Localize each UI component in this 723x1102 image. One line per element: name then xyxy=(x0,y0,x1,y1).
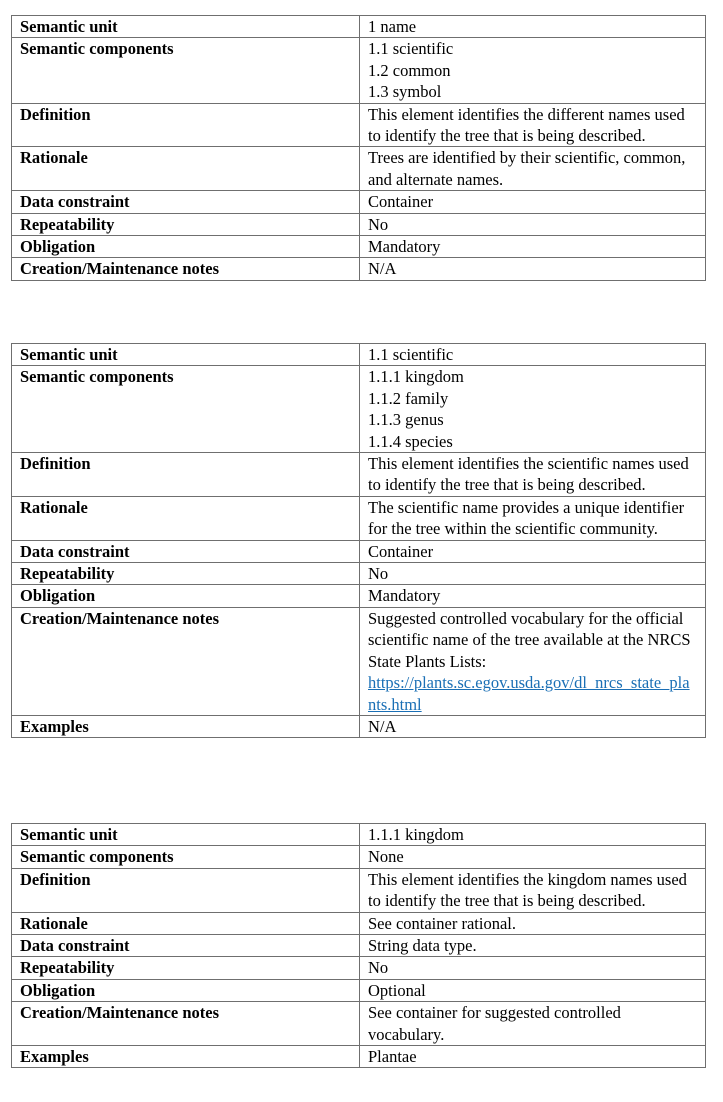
field-label: Repeatability xyxy=(12,213,360,235)
value-line: Plantae xyxy=(368,1047,417,1067)
value-line: Trees are identified by their scientific, common, and alternate names. xyxy=(368,148,686,189)
field-value xyxy=(360,258,706,280)
table-row xyxy=(12,935,706,957)
field-label: Definition xyxy=(12,103,360,147)
value-line: The scientific name provides a unique identifier for the tree within the scientific community. xyxy=(368,497,685,539)
value-line: N/A xyxy=(368,716,397,736)
field-label: Obligation xyxy=(12,979,360,1001)
table-row xyxy=(12,979,706,1001)
field-label: Data constraint xyxy=(12,540,360,562)
field-label: Data constraint xyxy=(12,935,360,957)
field-label: Semantic components xyxy=(12,366,360,453)
field-label: Obligation xyxy=(12,236,360,258)
field-value xyxy=(360,912,706,934)
value-line: N/A xyxy=(368,259,397,279)
table-row xyxy=(12,715,706,737)
field-value xyxy=(360,103,706,147)
field-value xyxy=(360,366,706,453)
value-line: See container for suggested controlled vocabulary. xyxy=(368,1003,621,1044)
value-line: Container xyxy=(368,192,434,212)
table-row xyxy=(12,366,706,453)
field-value xyxy=(360,1046,706,1068)
table-row xyxy=(12,103,706,147)
field-label: Creation/Maintenance notes xyxy=(12,258,360,280)
field-value xyxy=(360,496,706,540)
table-row xyxy=(12,213,706,235)
field-value xyxy=(360,191,706,213)
table-row xyxy=(12,16,706,38)
table-row xyxy=(12,846,706,868)
value-line: 1.1 scientific xyxy=(368,345,454,364)
field-value xyxy=(360,585,706,607)
field-value xyxy=(360,846,706,868)
value-line: 1.1 scientific xyxy=(368,39,454,59)
table-row xyxy=(12,868,706,912)
table-row xyxy=(12,957,706,979)
field-value xyxy=(360,453,706,497)
table-row xyxy=(12,563,706,585)
table-row xyxy=(12,453,706,497)
table-row xyxy=(12,38,706,103)
table-row xyxy=(12,258,706,280)
field-label: Creation/Maintenance notes xyxy=(12,607,360,715)
value-line: No xyxy=(368,214,389,234)
field-value xyxy=(360,213,706,235)
field-label: Semantic unit xyxy=(12,344,360,366)
field-value xyxy=(360,344,706,366)
field-value xyxy=(360,607,706,715)
field-label: Repeatability xyxy=(12,957,360,979)
value-line: Suggested controlled vocabulary for the official scientific name of the tree available at the NRCS State Plants Lists: xyxy=(368,608,691,671)
field-label: Rationale xyxy=(12,147,360,191)
field-value xyxy=(360,824,706,846)
field-label: Rationale xyxy=(12,912,360,934)
metadata-table-kingdom xyxy=(11,823,706,1068)
table-row xyxy=(12,824,706,846)
table-row xyxy=(12,607,706,715)
field-value xyxy=(360,563,706,585)
value-line: 1.1.2 family xyxy=(368,388,449,408)
value-line: None xyxy=(368,847,404,867)
value-line: Mandatory xyxy=(368,237,441,257)
field-label: Semantic components xyxy=(12,846,360,868)
value-line: Mandatory xyxy=(368,586,441,606)
field-label: Semantic components xyxy=(12,38,360,103)
table-row xyxy=(12,1002,706,1046)
field-value xyxy=(360,935,706,957)
field-label: Definition xyxy=(12,868,360,912)
field-value xyxy=(360,147,706,191)
value-line: This element identifies the scientific names used to identify the tree that is being described. xyxy=(368,454,689,495)
value-line: No xyxy=(368,958,389,978)
value-line: 1.1.1 kingdom xyxy=(368,825,464,844)
table-row xyxy=(12,236,706,258)
table-row xyxy=(12,1046,706,1068)
value-line: This element identifies the different names used to identify the tree that is being described. xyxy=(368,104,685,146)
table-row xyxy=(12,912,706,934)
nrcs-plants-link[interactable]: https://plants.sc.egov.usda.gov/dl_nrcs_state_plants.html xyxy=(368,673,690,714)
field-label: Definition xyxy=(12,453,360,497)
value-line: This element identifies the kingdom names used to identify the tree that is being described. xyxy=(368,869,687,911)
value-line: 1.2 common xyxy=(368,60,451,80)
field-label: Data constraint xyxy=(12,191,360,213)
field-label: Examples xyxy=(12,1046,360,1068)
table-row xyxy=(12,191,706,213)
field-value xyxy=(360,1002,706,1046)
table-row xyxy=(12,496,706,540)
table-row xyxy=(12,147,706,191)
value-line: Optional xyxy=(368,980,426,1000)
field-label: Examples xyxy=(12,715,360,737)
metadata-table-name xyxy=(11,15,706,281)
field-value xyxy=(360,868,706,912)
field-value xyxy=(360,16,706,38)
field-label: Repeatability xyxy=(12,563,360,585)
value-line: No xyxy=(368,564,389,584)
field-label: Rationale xyxy=(12,496,360,540)
value-line: 1.3 symbol xyxy=(368,82,442,102)
value-line: Container xyxy=(368,541,434,561)
table-row xyxy=(12,585,706,607)
metadata-table-scientific xyxy=(11,343,706,738)
table-row xyxy=(12,540,706,562)
field-value xyxy=(360,38,706,103)
value-line: 1.1.4 species xyxy=(368,431,453,451)
value-line: See container rational. xyxy=(368,913,516,933)
field-label: Semantic unit xyxy=(12,824,360,846)
value-line: 1 name xyxy=(368,17,417,36)
field-value xyxy=(360,957,706,979)
field-value xyxy=(360,540,706,562)
value-line: 1.1.3 genus xyxy=(368,410,444,430)
field-value xyxy=(360,715,706,737)
value-line: 1.1.1 kingdom xyxy=(368,367,464,387)
table-row xyxy=(12,344,706,366)
field-value xyxy=(360,979,706,1001)
field-label: Creation/Maintenance notes xyxy=(12,1002,360,1046)
field-label: Semantic unit xyxy=(12,16,360,38)
field-label: Obligation xyxy=(12,585,360,607)
value-line: String data type. xyxy=(368,936,477,956)
field-value xyxy=(360,236,706,258)
